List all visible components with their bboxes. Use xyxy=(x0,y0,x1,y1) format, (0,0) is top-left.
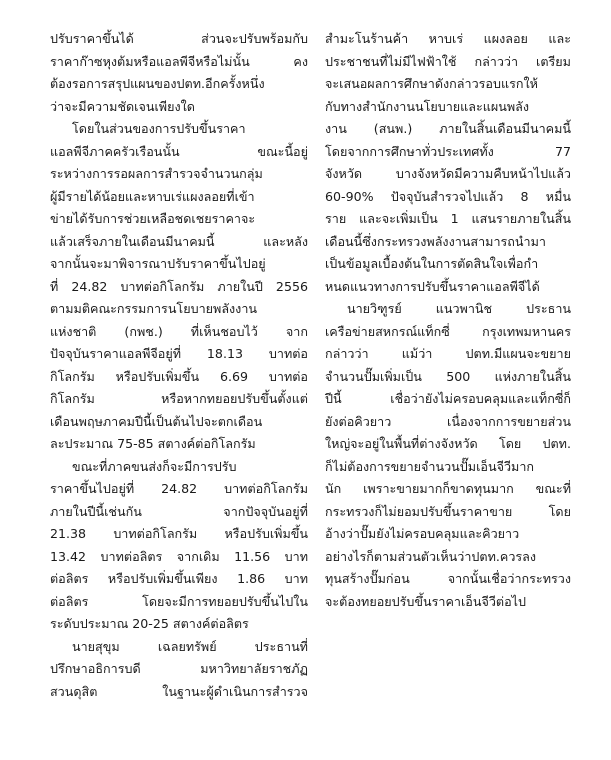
left-column-line: ระดับประมาณ 20-25 สตางค์ต่อลิตร xyxy=(50,616,249,631)
right-column-line: ทุนสร้างปั๊มก่อน จากนั้นเชื่อว่ากระทรวง xyxy=(325,571,571,586)
right-column-line: ยังต่อคิวยาว เนื่องจากการขยายส่วน xyxy=(325,413,571,429)
left-column-line: ปรึกษาอธิการบดี มหาวิทยาลัยราชภัฏ xyxy=(50,661,308,676)
right-column-line: ใหญ่จะอยู่ในพื้นที่ต่างจังหวัด โดย ปตท. xyxy=(325,436,571,451)
left-column-line: สวนดุสิต ในฐานะผู้ดำเนินการสำรวจ xyxy=(50,683,308,699)
right-column-line: เดือนนี้ซึ่งกระทรวงพลังงานสามารถนำมา xyxy=(325,233,546,249)
right-column-line: งาน (สนพ.) ภายในสิ้นเดือนมีนาคมนี้ xyxy=(325,121,571,136)
left-column-line: ขณะที่ภาคขนส่งก็จะมีการปรับ xyxy=(72,458,237,474)
left-column-line: ตามมติคณะกรรมการนโยบายพลังงาน xyxy=(50,301,258,316)
right-column-line: ประชาชนที่ไม่มีไฟฟ้าใช้ กล่าวว่า เตรียม xyxy=(325,53,571,69)
left-column-line: กิโลกรัม หรือปรับเพิ่มขึ้น 6.69 บาทต่อ xyxy=(50,368,308,384)
right-column-line: กับทางสำนักงานนโยบายและแผนพลัง xyxy=(325,98,530,114)
right-column-line: นายวิฑูรย์ แนวพานิช ประธาน xyxy=(347,301,571,316)
right-column-line: สำมะโนร้านค้า หาบเร่ แผงลอย และ xyxy=(325,31,571,46)
right-column-line: จะต้องทยอยปรับขึ้นราคาเอ็นจีวีต่อไป xyxy=(325,593,526,609)
left-column-line: เดือนพฤษภาคมปีนี้เป็นต้นไปจะตกเดือน xyxy=(50,413,263,429)
left-column-line: แห่งชาติ (กพช.) ที่เห็นชอบไว้ จาก xyxy=(50,323,308,339)
left-column-line: ต่อลิตร โดยจะมีการทยอยปรับขึ้นไปใน xyxy=(50,593,308,609)
left-column-line: ว่าจะมีความชัดเจนเพียงใด xyxy=(50,98,195,114)
left-article-column xyxy=(50,28,308,703)
right-article-column xyxy=(325,28,571,613)
left-column-line: ต่อลิตร หรือปรับเพิ่มขึ้นเพียง 1.86 บาท xyxy=(50,571,308,586)
right-column-line: จังหวัด บางจังหวัดมีความคืบหน้าไปแล้ว xyxy=(325,166,571,181)
left-column-line: 13.42 บาทต่อลิตร จากเดิม 11.56 บาท xyxy=(50,548,308,564)
left-column-line: ละประมาณ 75-85 สตางค์ต่อกิโลกรัม xyxy=(50,436,256,451)
right-column-line: นัก เพราะขายมากก็ขาดทุนมาก ขณะที่ xyxy=(325,481,571,496)
left-column-line: ปรับราคาขึ้นได้ ส่วนจะปรับพร้อมกับ xyxy=(50,31,308,46)
right-column-line: 60-90% ปัจจุบันสำรวจไปแล้ว 8 หมื่น xyxy=(325,188,571,204)
right-column-line: เป็นข้อมูลเบื้องต้นในการตัดสินใจเพื่อกำ xyxy=(325,256,539,271)
left-column-line: โดยในส่วนของการปรับขึ้นราคา xyxy=(72,121,246,136)
left-column-line: ที่ 24.82 บาทต่อกิโลกรัม ภายในปี 2556 xyxy=(50,278,308,294)
right-column-line: หนดแนวทางการปรับขึ้นราคาแอลพีจีได้ xyxy=(325,278,540,294)
left-column-line: นายสุขุม เฉลยทรัพย์ ประธานที่ xyxy=(72,638,308,654)
left-column-line: ปัจจุบันราคาแอลพีจีอยู่ที่ 18.13 บาทต่อ xyxy=(50,346,308,361)
right-column-line: จำนวนปั๊มเพิ่มเป็น 500 แห่งภายในสิ้น xyxy=(325,368,571,384)
left-column-line: ราคาขึ้นไปอยู่ที่ 24.82 บาทต่อกิโลกรัม xyxy=(50,481,308,496)
right-column-line: โดยจากการศึกษาทั่วประเทศทั้ง 77 xyxy=(325,143,571,159)
right-column-line: ก็ไม่ต้องการขยายจำนวนปั๊มเอ็นจีวีมาก xyxy=(325,458,535,474)
left-column-line: แล้วเสร็จภายในเดือนมีนาคมนี้ และหลัง xyxy=(50,233,308,249)
right-column-line: จะเสนอผลการศึกษาดังกล่าวรอบแรกให้ xyxy=(325,76,538,91)
left-column-line: ราคาก๊าซหุงต้มหรือแอลพีจีหรือไม่นั้น คง xyxy=(50,53,308,69)
right-column-line: อ้างว่าปั๊มยังไม่ครอบคลุมและคิวยาว xyxy=(325,526,520,541)
left-column-line: กิโลกรัม หรือหากทยอยปรับขึ้นตั้งแต่ xyxy=(50,391,308,406)
right-column-line: อย่างไรก็ตามส่วนตัวเห็นว่าปตท.ควรลง xyxy=(325,548,537,564)
right-column-line: กระทรวงก็ไม่ยอมปรับขึ้นราคาขาย โดย xyxy=(325,503,571,519)
left-column-line: จากนั้นจะมาพิจารณาปรับราคาขึ้นไปอยู่ xyxy=(50,256,266,271)
left-column-line: แอลพีจีภาคครัวเรือนนั้น ขณะนี้อยู่ xyxy=(50,143,308,159)
right-column-line: ปีนี้ เชื่อว่ายังไม่ครอบคลุมและแท็กซี่ก็ xyxy=(325,391,571,406)
left-column-line: ผู้มีรายได้น้อยและหาบเร่แผงลอยที่เข้า xyxy=(50,188,255,204)
right-column-line: เครือข่ายสหกรณ์แท็กซี่ กรุงเทพมหานคร xyxy=(325,323,571,339)
right-column-line: กล่าวว่า แม้ว่า ปตท.มีแผนจะขยาย xyxy=(325,346,571,361)
left-column-line: ระหว่างการรอผลการสำรวจจำนวนกลุ่ม xyxy=(50,166,263,181)
left-column-line: ข่ายได้รับการช่วยเหลือชดเชยราคาจะ xyxy=(50,211,256,226)
left-column-line: ภายในปีนี้เช่นกัน จากปัจจุบันอยู่ที่ xyxy=(50,503,308,519)
left-column-line: 21.38 บาทต่อกิโลกรัม หรือปรับเพิ่มขึ้น xyxy=(50,526,308,541)
right-column-line: ราย และจะเพิ่มเป็น 1 แสนรายภายในสิ้น xyxy=(325,211,571,226)
left-column-line: ต้องรอการสรุปแผนของปตท.อีกครั้งหนึ่ง xyxy=(50,76,265,91)
